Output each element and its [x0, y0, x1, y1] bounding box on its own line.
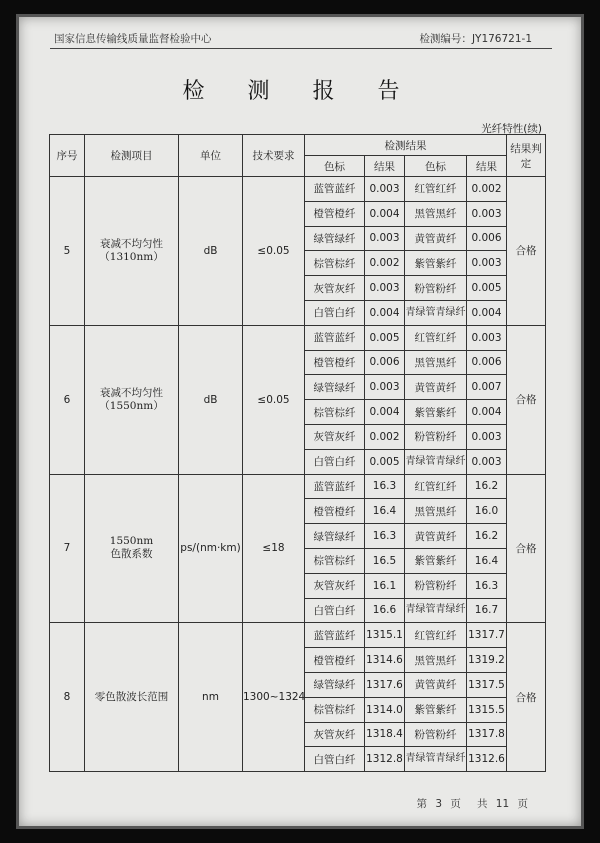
- header-color-a: 色标: [305, 156, 365, 177]
- row-seq: 6: [50, 325, 85, 474]
- fiber-result-a: 0.005: [365, 325, 405, 350]
- fiber-result-a: 0.004: [365, 300, 405, 325]
- page-title: 检 测 报 告: [182, 79, 418, 104]
- fiber-result-b: 1312.6: [467, 747, 507, 772]
- fiber-result-a: 0.006: [365, 350, 405, 375]
- fiber-color-b: 粉管粉纤: [405, 722, 467, 747]
- item-line-1: 1550nm: [109, 535, 154, 548]
- table-row: [50, 623, 546, 648]
- header-seq: 序号: [50, 135, 85, 177]
- header-verdict: 结果判定: [507, 135, 546, 177]
- fiber-color-b: 青绿管青绿纤: [405, 747, 467, 772]
- fiber-result-b: 1315.5: [467, 697, 507, 722]
- fiber-result-a: 0.003: [365, 177, 405, 202]
- header-divider: [50, 48, 552, 49]
- item-line-2: 色散系数: [110, 548, 153, 561]
- row-verdict: 合格: [507, 325, 546, 474]
- table-row: [50, 177, 546, 202]
- fiber-color-a: 绿管绿纤: [305, 672, 365, 697]
- fiber-color-b: 青绿管青绿纤: [405, 300, 467, 325]
- item-line-1: 衰减不均匀性: [100, 386, 163, 399]
- fiber-color-a: 白管白纤: [305, 449, 365, 474]
- page-footer: [417, 796, 528, 811]
- fiber-color-a: 棕管棕纤: [305, 400, 365, 425]
- fiber-color-a: 绿管绿纤: [305, 226, 365, 251]
- row-verdict: 合格: [507, 623, 546, 772]
- row-requirement: ≤0.05: [243, 177, 305, 326]
- row-unit: ps/(nm·km): [179, 474, 243, 623]
- fiber-color-b: 红管红纤: [405, 474, 467, 499]
- header-results: 检测结果: [305, 135, 507, 156]
- fiber-result-b: 1317.8: [467, 722, 507, 747]
- header-unit: 单位: [179, 135, 243, 177]
- fiber-color-a: 白管白纤: [305, 598, 365, 623]
- fiber-color-b: 黄管黄纤: [405, 524, 467, 549]
- fiber-color-a: 蓝管蓝纤: [305, 623, 365, 648]
- fiber-result-b: 0.003: [467, 449, 507, 474]
- fiber-color-a: 灰管灰纤: [305, 722, 365, 747]
- fiber-color-b: 粉管粉纤: [405, 573, 467, 598]
- fiber-result-b: 0.004: [467, 400, 507, 425]
- fiber-result-a: 1314.0: [365, 697, 405, 722]
- fiber-color-a: 棕管棕纤: [305, 697, 365, 722]
- fiber-color-b: 黑管黑纤: [405, 499, 467, 524]
- page-suffix: 页: [450, 798, 461, 810]
- fiber-color-b: 红管红纤: [405, 177, 467, 202]
- fiber-result-a: 0.002: [365, 251, 405, 276]
- fiber-result-b: 1319.2: [467, 648, 507, 673]
- fiber-result-a: 1318.4: [365, 722, 405, 747]
- header-requirement: 技术要求: [243, 135, 305, 177]
- fiber-color-a: 棕管棕纤: [305, 251, 365, 276]
- fiber-result-a: 0.003: [365, 226, 405, 251]
- row-seq: 7: [50, 474, 85, 623]
- fiber-color-b: 紫管紫纤: [405, 400, 467, 425]
- fiber-color-b: 黑管黑纤: [405, 350, 467, 375]
- header-result-b: 结果: [467, 156, 507, 177]
- fiber-color-b: 青绿管青绿纤: [405, 598, 467, 623]
- table-row: [50, 474, 546, 499]
- fiber-result-b: 0.005: [467, 276, 507, 301]
- fiber-result-a: 1315.1: [365, 623, 405, 648]
- item-line-1: 零色散波长范围: [94, 690, 169, 703]
- fiber-color-a: 橙管橙纤: [305, 201, 365, 226]
- section-subtitle: 光纤特性(续): [481, 123, 542, 135]
- fiber-result-a: 16.1: [365, 573, 405, 598]
- row-requirement: ≤0.05: [243, 325, 305, 474]
- fiber-color-a: 棕管棕纤: [305, 548, 365, 573]
- fiber-color-a: 白管白纤: [305, 747, 365, 772]
- fiber-result-a: 16.6: [365, 598, 405, 623]
- fiber-color-b: 红管红纤: [405, 623, 467, 648]
- results-table: [49, 134, 546, 772]
- header-result-a: 结果: [365, 156, 405, 177]
- fiber-result-b: 0.003: [467, 424, 507, 449]
- report-number: [419, 31, 532, 46]
- total-prefix: 共: [476, 798, 488, 810]
- fiber-color-b: 黑管黑纤: [405, 648, 467, 673]
- fiber-result-b: 0.007: [467, 375, 507, 400]
- row-verdict: 合格: [507, 474, 546, 623]
- fiber-result-b: 16.2: [467, 474, 507, 499]
- fiber-result-b: 0.003: [467, 201, 507, 226]
- row-item: [85, 623, 179, 772]
- item-line-2: （1550nm）: [99, 399, 164, 412]
- fiber-result-a: 16.3: [365, 524, 405, 549]
- fiber-color-a: 白管白纤: [305, 300, 365, 325]
- fiber-color-a: 橙管橙纤: [305, 350, 365, 375]
- fiber-color-b: 黄管黄纤: [405, 672, 467, 697]
- table-row: [50, 325, 546, 350]
- header-item: 检测项目: [85, 135, 179, 177]
- fiber-color-b: 紫管紫纤: [405, 548, 467, 573]
- fiber-result-a: 0.003: [365, 375, 405, 400]
- row-item: [85, 177, 179, 326]
- row-seq: 8: [50, 623, 85, 772]
- fiber-color-a: 橙管橙纤: [305, 648, 365, 673]
- fiber-result-b: 0.002: [467, 177, 507, 202]
- row-unit: nm: [179, 623, 243, 772]
- fiber-result-b: 1317.7: [467, 623, 507, 648]
- fiber-result-a: 0.002: [365, 424, 405, 449]
- fiber-result-b: 0.003: [467, 251, 507, 276]
- fiber-result-a: 1312.8: [365, 747, 405, 772]
- results-body: [50, 177, 546, 772]
- fiber-color-a: 灰管灰纤: [305, 424, 365, 449]
- report-number-value: JY176721-1: [471, 33, 532, 45]
- fiber-result-a: 0.004: [365, 400, 405, 425]
- page-prefix: 第: [416, 798, 428, 810]
- fiber-color-a: 蓝管蓝纤: [305, 177, 365, 202]
- fiber-color-a: 灰管灰纤: [305, 573, 365, 598]
- fiber-result-a: 1314.6: [365, 648, 405, 673]
- fiber-result-a: 0.004: [365, 201, 405, 226]
- row-requirement: ≤18: [243, 474, 305, 623]
- fiber-result-b: 0.003: [467, 325, 507, 350]
- fiber-color-a: 灰管灰纤: [305, 276, 365, 301]
- fiber-color-a: 绿管绿纤: [305, 375, 365, 400]
- total-suffix: 页: [517, 798, 528, 810]
- row-unit: dB: [179, 177, 243, 326]
- fiber-color-b: 黄管黄纤: [405, 375, 467, 400]
- row-seq: 5: [50, 177, 85, 326]
- fiber-result-b: 0.006: [467, 350, 507, 375]
- item-line-2: （1310nm）: [99, 250, 164, 263]
- fiber-result-a: 0.005: [365, 449, 405, 474]
- fiber-color-b: 黄管黄纤: [405, 226, 467, 251]
- fiber-result-b: 0.004: [467, 300, 507, 325]
- fiber-color-a: 蓝管蓝纤: [305, 474, 365, 499]
- organization-name: 国家信息传输线质量监督检验中心: [54, 33, 212, 45]
- total-pages: 11: [495, 798, 510, 810]
- page-number: 3: [435, 798, 443, 810]
- item-line-1: 衰减不均匀性: [100, 237, 163, 250]
- fiber-result-a: 16.3: [365, 474, 405, 499]
- fiber-color-b: 紫管紫纤: [405, 697, 467, 722]
- fiber-result-b: 16.2: [467, 524, 507, 549]
- row-verdict: 合格: [507, 177, 546, 326]
- row-item: [85, 325, 179, 474]
- header-color-b: 色标: [405, 156, 467, 177]
- fiber-color-a: 绿管绿纤: [305, 524, 365, 549]
- row-unit: dB: [179, 325, 243, 474]
- fiber-result-a: 0.003: [365, 276, 405, 301]
- fiber-result-b: 16.3: [467, 573, 507, 598]
- fiber-result-b: 16.4: [467, 548, 507, 573]
- fiber-result-a: 16.5: [365, 548, 405, 573]
- fiber-result-b: 0.006: [467, 226, 507, 251]
- fiber-color-b: 红管红纤: [405, 325, 467, 350]
- fiber-result-a: 16.4: [365, 499, 405, 524]
- fiber-result-b: 16.7: [467, 598, 507, 623]
- fiber-color-b: 青绿管青绿纤: [405, 449, 467, 474]
- fiber-result-b: 16.0: [467, 499, 507, 524]
- row-item: [85, 474, 179, 623]
- report-number-label: 检测编号：: [419, 33, 472, 45]
- fiber-color-b: 黑管黑纤: [405, 201, 467, 226]
- fiber-result-a: 1317.6: [365, 672, 405, 697]
- fiber-color-a: 蓝管蓝纤: [305, 325, 365, 350]
- fiber-color-a: 橙管橙纤: [305, 499, 365, 524]
- fiber-result-b: 1317.5: [467, 672, 507, 697]
- fiber-color-b: 紫管紫纤: [405, 251, 467, 276]
- fiber-color-b: 粉管粉纤: [405, 424, 467, 449]
- fiber-color-b: 粉管粉纤: [405, 276, 467, 301]
- row-requirement: 1300~1324: [243, 623, 305, 772]
